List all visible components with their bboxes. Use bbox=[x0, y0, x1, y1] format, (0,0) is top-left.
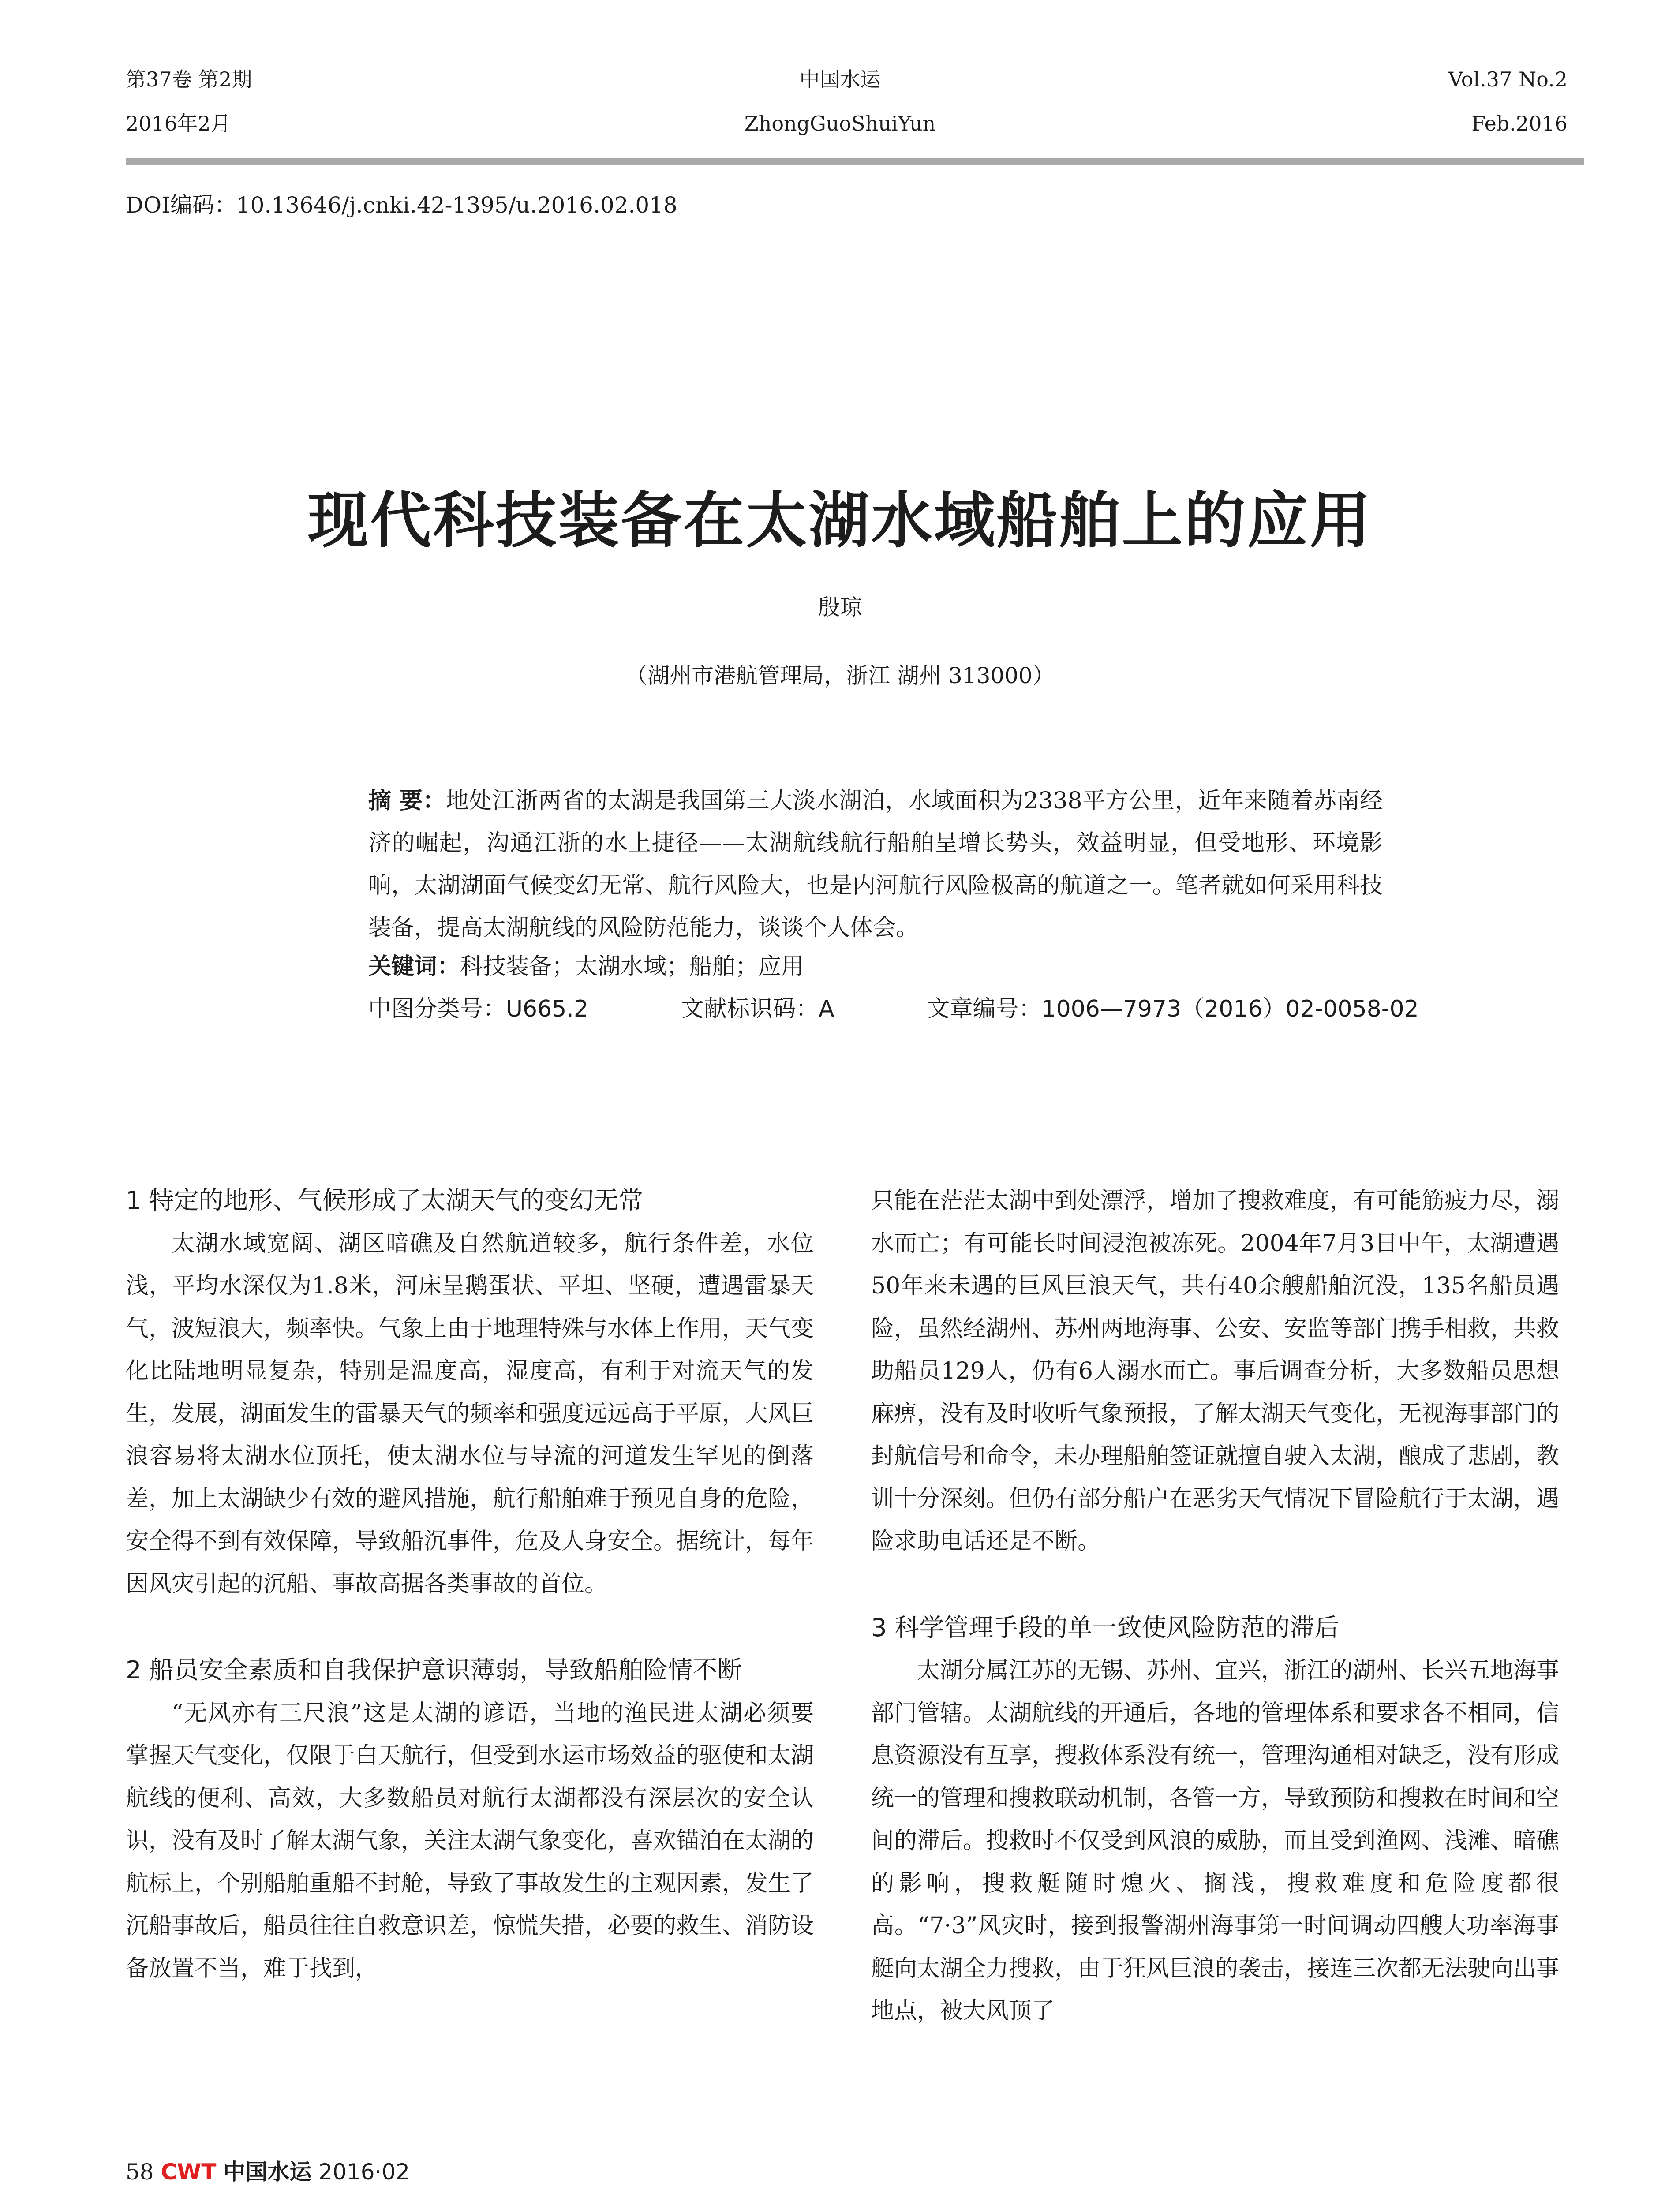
abstract-text: 地处江浙两省的太湖是我国第三大淡水湖泊，水域面积为2338平方公里，近年来随着苏南经济的崛起，沟通江浙的水上捷径——太湖航线航行船舶呈增长势头，效益明显，但受地形、环境影响，太湖湖面气候变幻无常、航行风险大，也是内河航行风险极高的航道之一。笔者就如何采用科技装备，提高太湖航线的风险防范能力，谈谈个人体会。 bbox=[368, 788, 1383, 941]
section-3-heading: 3 科学管理手段的单一致使风险防范的滞后 bbox=[871, 1613, 1340, 1642]
header-volume-issue: 第37卷 第2期 bbox=[126, 67, 252, 91]
footer-journal-name: 中国水运 bbox=[223, 2159, 312, 2185]
keywords-label: 关键词： bbox=[368, 953, 460, 980]
header-journal-pinyin: ZhongGuoShuiYun bbox=[744, 112, 936, 135]
abstract-label: 摘 要： bbox=[368, 788, 446, 814]
affiliation: （湖州市港航管理局，浙江 湖州 313000） bbox=[625, 663, 1055, 688]
section-1-heading: 1 特定的地形、气候形成了太湖天气的变幻无常 bbox=[126, 1186, 644, 1215]
abstract bbox=[368, 780, 1383, 949]
page-footer bbox=[126, 2156, 410, 2187]
cwt-logo: CWT bbox=[161, 2159, 217, 2185]
header-date-cn: 2016年2月 bbox=[126, 112, 231, 135]
section-3-paragraph: 太湖分属江苏的无锡、苏州、宜兴，浙江的湖州、长兴五地海事部门管辖。太湖航线的开通后，各地的管理体系和要求各不相同，信息资源没有互享，搜救体系没有统一，管理沟通相对缺乏，没有形成统一的管理和搜救联动机制，各管一方，导致预防和搜救在时间和空间的滞后。搜救时不仅受到风浪的威胁，而且受到渔网、浅滩、暗礁的影响，搜救艇随时熄火、搁浅，搜救难度和危险度都很高。“7·3”风灾时，接到报警湖州海事第一时间调动四艘大功率海事艇向太湖全力搜救，由于狂风巨浪的袭击，接连三次都无法驶向出事地点，被大风顶了 bbox=[871, 1657, 1560, 2024]
clc-number: 中图分类号：U665.2 bbox=[368, 996, 588, 1022]
classification-line bbox=[368, 988, 1419, 1030]
keywords bbox=[368, 946, 1383, 988]
header-volume-en: Vol.37 No.2 bbox=[1448, 67, 1568, 91]
footer-issue-date: 2016·02 bbox=[318, 2159, 410, 2185]
section-1-paragraph: 太湖水域宽阔、湖区暗礁及自然航道较多，航行条件差，水位浅，平均水深仅为1.8米，河床呈鹅蛋状、平坦、坚硬，遭遇雷暴天气，波短浪大，频率快。气象上由于地理特殊与水体上作用，天气变化比陆地明显复杂，特别是温度高，湿度高，有利于对流天气的发生，发展，湖面发生的雷暴天气的频率和强度远远高于平原，大风巨浪容易将太湖水位顶托，使太湖水位与导流的河道发生罕见的倒落差，加上太湖缺少有效的避风措施，航行船舶难于预见自身的危险，安全得不到有效保障，导致船沉事件，危及人身安全。据统计，每年因风灾引起的沉船、事故高据各类事故的首位。 bbox=[126, 1230, 814, 1597]
section-2-paragraph-continued: 只能在茫茫太湖中到处漂浮，增加了搜救难度，有可能筋疲力尽，溺水而亡；有可能长时间浸泡被冻死。2004年7月3日中午，太湖遭遇50年来未遇的巨风巨浪天气，共有40余艘船舶沉没，135名船员遇险，虽然经湖州、苏州两地海事、公安、安监等部门携手相救，共救助船员129人，仍有6人溺水而亡。事后调查分析，大多数船员思想麻痹，没有及时收听气象预报，了解太湖天气变化，无视海事部门的封航信号和命令，未办理船舶签证就擅自驶入太湖，酿成了悲剧，教训十分深刻。但仍有部分船户在恶劣天气情况下冒险航行于太湖，遇险求助电话还是不断。 bbox=[871, 1188, 1560, 1555]
header-journal-cn: 中国水运 bbox=[799, 67, 881, 91]
page-number: 58 bbox=[126, 2159, 154, 2185]
document-code: 文献标识码：A bbox=[681, 996, 834, 1022]
article-number: 文章编号：1006—7973（2016）02-0058-02 bbox=[927, 996, 1419, 1022]
article-title: 现代科技装备在太湖水域船舶上的应用 bbox=[307, 484, 1373, 556]
doi: DOI编码：10.13646/j.cnki.42-1395/u.2016.02.018 bbox=[126, 192, 677, 218]
author: 殷琼 bbox=[818, 594, 862, 620]
header-date-en: Feb.2016 bbox=[1471, 112, 1568, 135]
body-column-left bbox=[126, 1180, 814, 1990]
header-rule bbox=[126, 158, 1584, 165]
keywords-text: 科技装备；太湖水域；船舶；应用 bbox=[460, 953, 804, 980]
section-2-heading: 2 船员安全素质和自我保护意识薄弱，导致船舶险情不断 bbox=[126, 1656, 742, 1685]
section-2-paragraph: “无风亦有三尺浪”这是太湖的谚语，当地的渔民进太湖必须要掌握天气变化，仅限于白天航行，但受到水运市场效益的驱使和太湖航线的便利、高效，大多数船员对航行太湖都没有深层次的安全认识，没有及时了解太湖气象，关注太湖气象变化，喜欢锚泊在太湖的航标上，个别船舶重船不封舱，导致了事故发生的主观因素，发生了沉船事故后，船员往往自救意识差，惊慌失措，必要的救生、消防设备放置不当，难于找到， bbox=[126, 1700, 814, 1982]
body-column-right bbox=[871, 1180, 1559, 2033]
